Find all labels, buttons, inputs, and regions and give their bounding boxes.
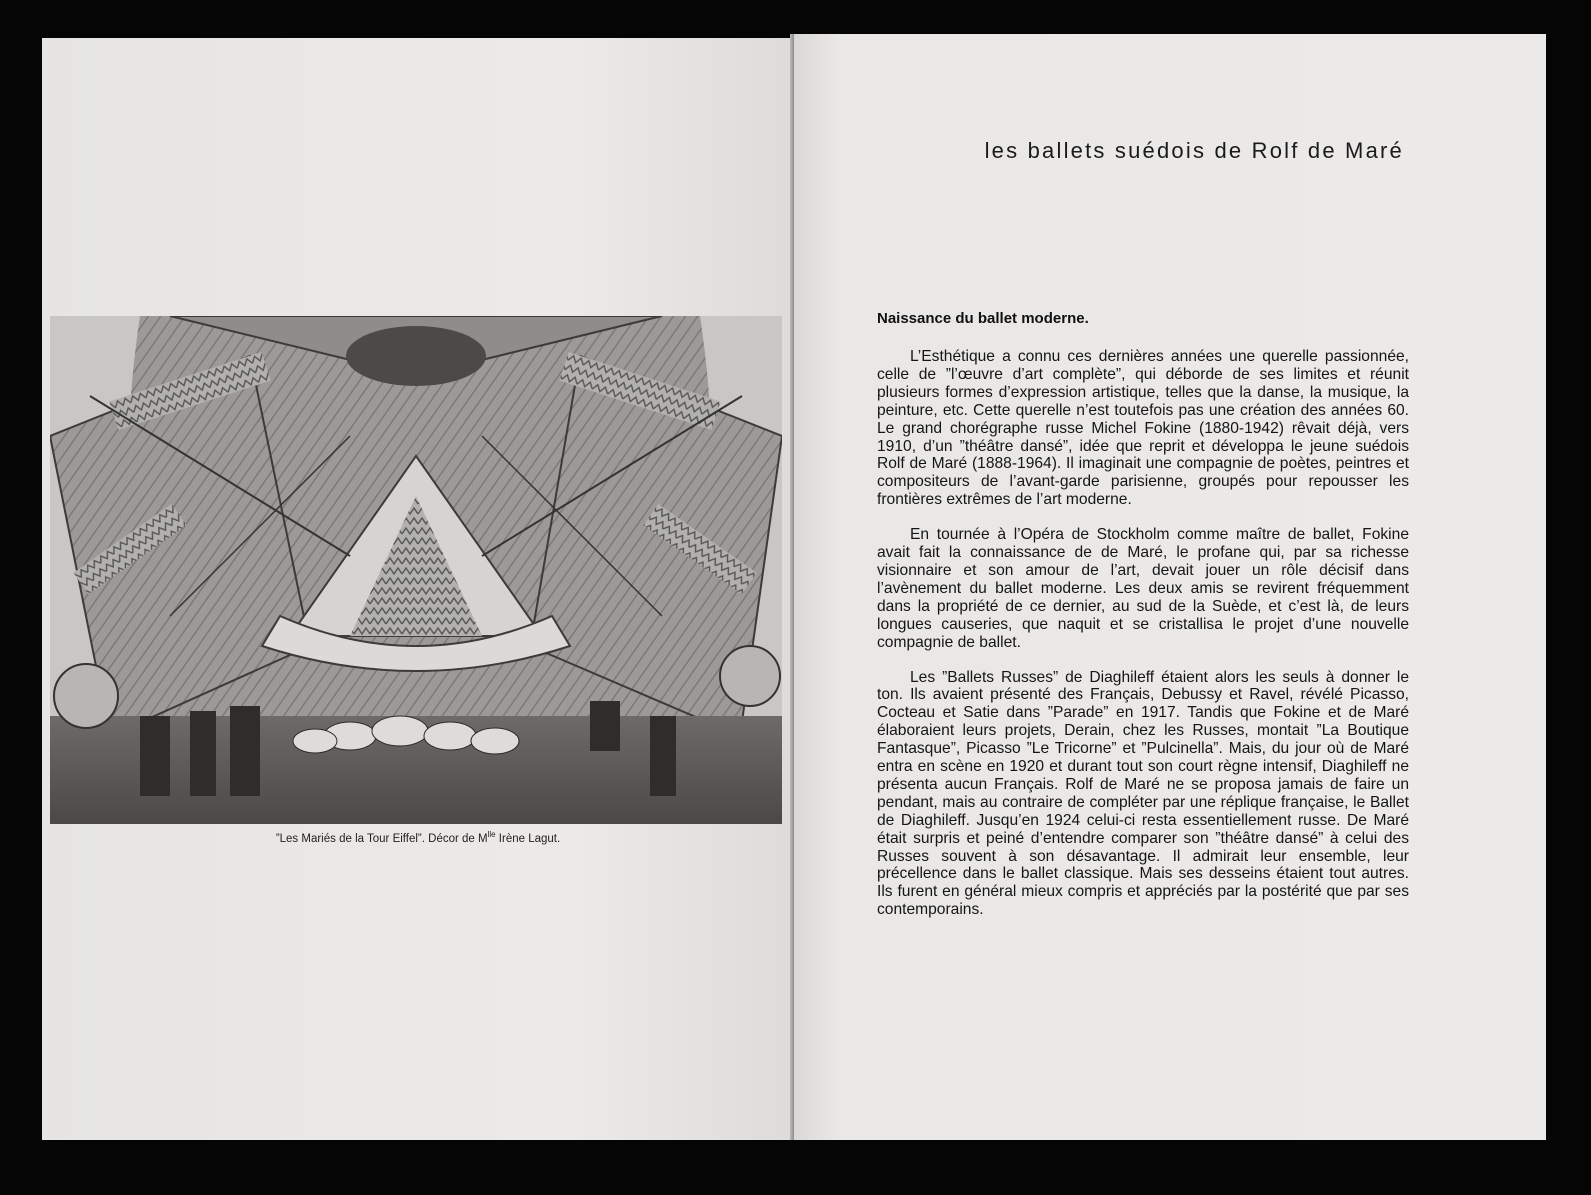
paragraph: Les ”Ballets Russes” de Diaghileff étaient alors les seuls à donner le ton. Ils avaient présenté des Français, Debussy et Ravel, révélé Picasso, Cocteau et Satie dans ”Parade” en 1917. Tandis que Fokine et de Maré élaboraient leurs projets, Derain, chez les Russes, montait ”La Boutique Fantasque”, Picasso ”Le Tricorne” et ”Pulcinella”. Mais, du jour où de Maré entra en scène en 1920 et durant tout son court règne intensif, Diaghileff ne présenta aucun Français. Rolf de Maré ne se proposa jamais de faire un pendant, mais au contraire de compléter par une réplique française, le Ballet de Diaghileff. Jusqu’en 1924 celui-ci resta essentiellement russe. De Maré était surpris et peiné d’entendre comparer son ”théâtre dansé” à celui des Russes souvent à son désavantage. Il admirait leur ensemble, leur précellence dans le ballet classique. Mais ses desseins étaient tout autres. Ils furent en général mieux compris et appréciés par la postérité que par ses contemporains.: [877, 668, 1409, 919]
photo-caption: ”Les Mariés de la Tour Eiffel”. Décor de $M^{lle}$ Irène Lagut.: [275, 830, 561, 845]
body-text: [877, 348, 1409, 919]
right-page: [794, 34, 1546, 1140]
paragraph: En tournée à l’Opéra de Stockholm comme maître de ballet, Fokine avait fait la connaissance de de Maré, le profane qui, par sa richesse visionnaire et son amour de l’art, devait jouer un rôle décisif dans l’avènement du ballet moderne. Les deux amis se revirent fréquemment dans la propriété de ce dernier, au sud de la Suède, et c’est là, de leurs longues causeries, que naquit et se cristallisa le projet d’une nouvelle compagnie de ballet.: [877, 526, 1409, 651]
page-title: les ballets suédois de Rolf de Maré: [984, 138, 1404, 163]
left-page: [42, 38, 794, 1140]
section-heading: Naissance du ballet moderne.: [877, 310, 1089, 327]
stage-decor-photo: [50, 316, 782, 824]
paragraph: L’Esthétique a connu ces dernières années une querelle passionnée, celle de ”l’œuvre d’art complète”, qui déborde de ses limites et réunit plusieurs formes d’expression artistique, telles que la danse, la musique, la peinture, etc. Cette querelle n’est toutefois pas une création des années 60. Le grand chorégraphe russe Michel Fokine (1880-1942) rêvait déjà, vers 1910, d’un ”théâtre dansé”, idée que reprit et développa le jeune suédois Rolf de Maré (1888-1964). Il imaginait une compagnie de poètes, peintres et compositeurs de l’avant-garde parisienne, groupés pour repousser les frontières extrêmes de l’art moderne.: [877, 348, 1409, 509]
